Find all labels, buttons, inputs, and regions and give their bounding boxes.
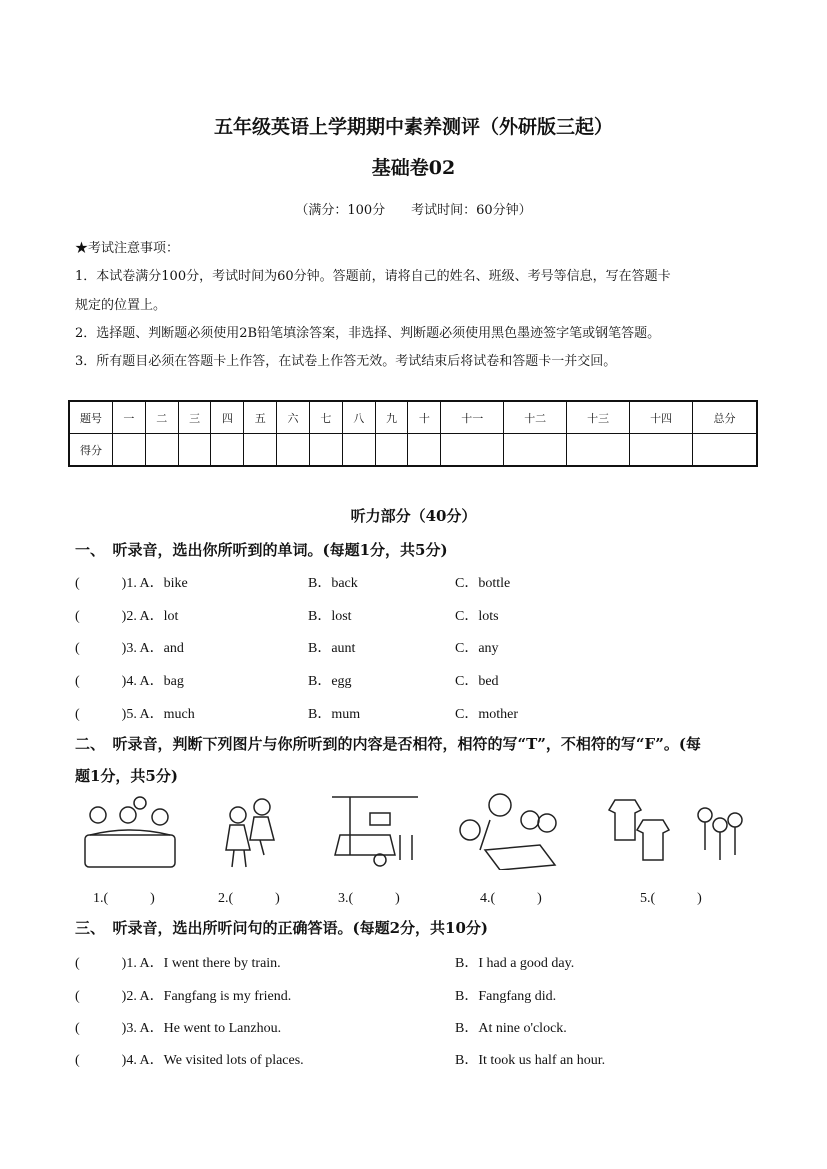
- option-c: C．bed: [455, 674, 499, 689]
- option-c: C．bottle: [455, 576, 511, 591]
- score-input-cell[interactable]: [693, 434, 757, 467]
- picture-family-dinner: [80, 795, 180, 870]
- table-header-cell: 一: [113, 401, 146, 434]
- exam-subtitle: 基础卷02: [371, 157, 456, 179]
- listening-title: 听力部分（40分）: [350, 507, 477, 525]
- score-input-cell[interactable]: [277, 434, 310, 467]
- picture-teacher-and-children: [450, 790, 560, 870]
- table-row-label: 得分: [69, 434, 113, 467]
- score-input-cell[interactable]: [309, 434, 342, 467]
- score-input-cell[interactable]: [630, 434, 693, 467]
- picture-girls-dancing: [220, 795, 280, 870]
- score-table-header-row: [69, 401, 757, 434]
- score-input-cell[interactable]: [244, 434, 277, 467]
- score-input-cell[interactable]: [342, 434, 375, 467]
- picture-answer-label[interactable]: 3.( ): [338, 891, 400, 906]
- score-input-cell[interactable]: [145, 434, 178, 467]
- question-stem: ( )4. A．We visited lots of places.: [75, 1053, 304, 1068]
- option-b: B．egg: [308, 674, 352, 689]
- question-stem: ( )4. A．bag: [75, 674, 184, 689]
- score-input-cell[interactable]: [408, 434, 441, 467]
- table-header-cell: 十三: [567, 401, 630, 434]
- notice-item: 1．本试卷满分100分，考试时间为60分钟。答题前，请将自己的姓名、班级、考号等信息，写在答题卡: [75, 269, 671, 284]
- option-b: B．At nine o'clock.: [455, 1021, 567, 1036]
- picture-answer-label[interactable]: 5.( ): [640, 891, 702, 906]
- score-input-cell[interactable]: [504, 434, 567, 467]
- option-b: B．aunt: [308, 641, 356, 656]
- section1-title: 一、 听录音，选出你所听到的单词。(每题1分，共5分): [75, 541, 448, 559]
- option-b: B．It took us half an hour.: [455, 1053, 606, 1068]
- table-header-cell: 二: [145, 401, 178, 434]
- table-header-cell: 三: [178, 401, 211, 434]
- table-header-cell: 十一: [441, 401, 504, 434]
- question-stem: ( )2. A．Fangfang is my friend.: [75, 989, 292, 1004]
- table-header-cell: 四: [211, 401, 244, 434]
- picture-answer-label[interactable]: 1.( ): [93, 891, 155, 906]
- score-input-cell[interactable]: [567, 434, 630, 467]
- option-c: C．mother: [455, 707, 518, 722]
- table-header-cell: 十四: [630, 401, 693, 434]
- option-c: C．any: [455, 641, 499, 656]
- question-stem: ( )1. A．bike: [75, 576, 188, 591]
- question-stem: ( )3. A．and: [75, 641, 184, 656]
- notice-item: 2．选择题、判断题必须使用2B铅笔填涂答案，非选择、判断题必须使用黑色墨迹签字笔或钢笔答题。: [75, 326, 661, 341]
- section3-title: 三、 听录音，选出所听问句的正确答语。(每题2分，共10分): [75, 919, 489, 937]
- section2-title-cont: 题1分，共5分): [75, 767, 178, 785]
- notice-item: 规定的位置上。: [75, 298, 167, 313]
- picture-answer-label[interactable]: 4.( ): [480, 891, 542, 906]
- picture-clothes-and-children: [605, 795, 745, 870]
- score-input-cell[interactable]: [113, 434, 146, 467]
- option-b: B．mum: [308, 707, 361, 722]
- score-input-cell[interactable]: [441, 434, 504, 467]
- table-header-cell: 五: [244, 401, 277, 434]
- table-header-cell: 总分: [693, 401, 757, 434]
- score-table: [68, 400, 758, 467]
- question-stem: ( )1. A．I went there by train.: [75, 956, 281, 971]
- table-header-cell: 十: [408, 401, 441, 434]
- table-header-cell: 九: [375, 401, 408, 434]
- question-stem: ( )2. A．lot: [75, 609, 179, 624]
- picture-bedroom: [330, 795, 420, 870]
- option-b: B．I had a good day.: [455, 956, 575, 971]
- score-info: （满分：100分 考试时间：60分钟）: [295, 203, 532, 218]
- table-header-cell: 十二: [504, 401, 567, 434]
- question-stem: ( )5. A．much: [75, 707, 195, 722]
- table-header-cell: 八: [342, 401, 375, 434]
- section2-title: 二、 听录音，判断下列图片与你所听到的内容是否相符，相符的写“T”，不相符的写“F”。(每: [75, 735, 701, 753]
- question-stem: ( )3. A．He went to Lanzhou.: [75, 1021, 282, 1036]
- notice-item: 3．所有题目必须在答题卡上作答，在试卷上作答无效。考试结束后将试卷和答题卡一并交回。: [75, 354, 617, 369]
- option-b: B．back: [308, 576, 358, 591]
- table-header-cell: 七: [309, 401, 342, 434]
- option-b: B．lost: [308, 609, 352, 624]
- notice-heading: ★考试注意事项：: [75, 241, 180, 256]
- picture-answer-label[interactable]: 2.( ): [218, 891, 280, 906]
- score-table-score-row: [69, 434, 757, 467]
- option-c: C．lots: [455, 609, 499, 624]
- score-input-cell[interactable]: [211, 434, 244, 467]
- exam-title: 五年级英语上学期期中素养测评（外研版三起）: [213, 116, 613, 138]
- table-header-cell: 六: [277, 401, 310, 434]
- score-input-cell[interactable]: [375, 434, 408, 467]
- table-header-cell: 题号: [69, 401, 113, 434]
- option-b: B．Fangfang did.: [455, 989, 557, 1004]
- score-input-cell[interactable]: [178, 434, 211, 467]
